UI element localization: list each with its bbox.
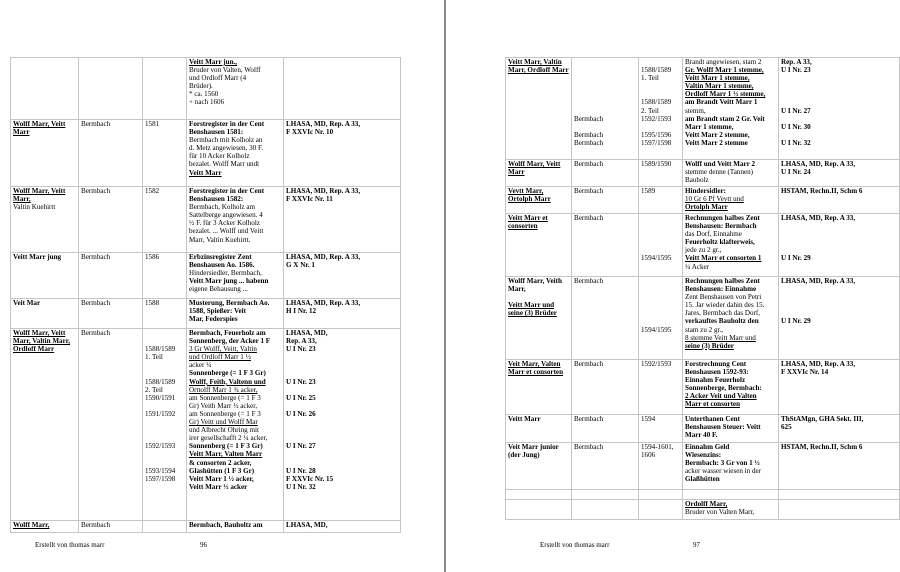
place-cell: Bermbach (79, 253, 143, 299)
table-row (11, 58, 401, 120)
footer-author: Erstellt von thomas marr (35, 541, 105, 549)
source-cell: LHASA, MD, Rep. A 33, G X Nr. 1 (284, 253, 401, 299)
right-table (505, 57, 900, 520)
year-cell: 1582 (143, 187, 187, 253)
source-cell: LHASA, MD, Rep. A 33, U I Nr. 24 (779, 160, 900, 187)
place-cell: Bermbach (79, 521, 143, 533)
entry-text: Rechnungen halbes Zent Benshausen: Bermbach das Dorf, Einnahme Feuerholtz klafterweis, jede zu 2 gr., Veitt Marr et consorten 1 ¼ Acker (683, 214, 779, 277)
page-number: 96 (200, 541, 207, 549)
entry-text: Musterung, Bermbach Ao. 1588, Spießer: Veit Mar, Federspies (187, 299, 284, 329)
persons-cell: Wolff Marr, (11, 521, 79, 533)
source-cell: HSTAM, Rechn.II, Schm 6 (779, 187, 900, 214)
year-cell: 1588 (143, 299, 187, 329)
year-cell: 1589 (639, 187, 683, 214)
persons-cell: Veitt Marr jung (11, 253, 79, 299)
entry-text: Forstregister in der Cent Benshausen 1582: Bermbach, Kolholz am Sattelberge angewiesen. 4 ½ F. für 3 Acker Kolholz bezalet. ... Wolff und Veitt Marr, Valtin Kuehirtt. (187, 187, 284, 253)
entry-text: Erbzinsregister Zent Benshausen Ao. 1586. Hindersiedler, Bermbach, Veitt Marr jung ... habenn eigene Behausung ... (187, 253, 284, 299)
left-table (10, 57, 401, 533)
source-cell: ThStAMgn, GHA Sekt. III, 625 (779, 415, 900, 443)
source-cell: LHASA, MD, Rep. A 33, F XXVIc Nr. 14 (779, 360, 900, 415)
persons-cell: Veit Marr, Valten Marr et consorten (506, 360, 572, 415)
persons-cell: Veit Mar (11, 299, 79, 329)
year-cell: 1589/1590 (639, 160, 683, 187)
place-cell: Bermbach (79, 299, 143, 329)
table-row (11, 299, 401, 329)
persons-cell: Wolff Marr, Veitt Marr, Valtin Kuehirtt (11, 187, 79, 253)
source-cell: LHASA, MD, Rep. A 33, F XXVIc Nr. 11 (284, 187, 401, 253)
table-row (506, 443, 900, 490)
year-cell: 1594 (639, 415, 683, 443)
page-divider (444, 0, 446, 572)
table-row (506, 277, 900, 360)
persons-cell: Veit Marr junior (der Jung) (506, 443, 572, 490)
persons-cell: Wolff Marr, Veitt Marr (11, 120, 79, 187)
place-cell: Bermbach (572, 360, 639, 415)
place-cell: Bermbach (572, 214, 639, 277)
source-cell: LHASA, MD, Rep. A 33, U I Nr. 23 U I Nr. 23 U I Nr. 25 U I Nr. 26 U I Nr. 27 U I Nr. 28 F XXVIc Nr. 15 U I Nr. 32 (284, 329, 401, 521)
source-cell: LHASA, MD, Rep. A 33, U I Nr. 29 (779, 277, 900, 360)
year-cell: 1592/1593 (639, 360, 683, 415)
entry-text: Ordolff Marr, Bruder von Valten Marr, (683, 500, 779, 520)
table-row (506, 415, 900, 443)
source-cell: LHASA, MD, Rep. A 33, U I Nr. 29 (779, 214, 900, 277)
source-cell: LHASA, MD, (284, 521, 401, 533)
place-cell: Bermbach (79, 187, 143, 253)
entry-text: Wolff und Veitt Marr 2 stemme denne (Tannen) Bauholz (683, 160, 779, 187)
entry-text: Unterthanen Cent Benshausen Steuer: Veitt Marr 40 F. (683, 415, 779, 443)
page-97 (448, 0, 900, 572)
place-cell: Bermbach Bermbach Bermbach (572, 58, 639, 160)
entry-text: Hindersidler: 10 Gr 6 Pf Veytt und Ortolph Marr (683, 187, 779, 214)
year-cell: 1588/1589 1. Teil 1588/1589 2. Teil 1590/1591 1591/1592 1592/1593 1593/1594 1597/1598 (143, 329, 187, 521)
year-cell: 1594-1601, 1606 (639, 443, 683, 490)
table-row (506, 214, 900, 277)
table-row (506, 490, 900, 500)
place-cell: Bermbach (79, 329, 143, 521)
persons-cell: Vevtt Marr, Ortolph Marr (506, 187, 572, 214)
entry-text: Einnahm Geld Wiesenzins: Bermbach: 3 Gr von 1 ½ acker wasser wiesen in der Glaßhütten (683, 443, 779, 490)
entry-text: Bermbach, Bauholtz am (187, 521, 284, 533)
entry-text: Veitt Marr jun., Bruder von Valten, Wolff und Ordloff Marr (4 Brüder). * ca. 1560 + nach 1606 (187, 58, 284, 120)
year-cell: 1594/1595 (639, 214, 683, 277)
entry-text: Brandt angewiesen, stam 2 Gr. Wolff Marr 1 stemme, Veitt Marr 1 stemme, Valtin Marr 1 stemme, Ordloff Marr 1 ½ stemme, am Brandt Veitt Marr 1 stemm, am Brandt stam 2 Gr. Veit Marr 1 stemme, Veitt Marr 2 stemme, Veitt Marr 2 stemme (683, 58, 779, 160)
place-cell: Bermbach (572, 160, 639, 187)
table-row (11, 253, 401, 299)
entry-text: Rechnungen halbes Zent Benshausen: Einnahme Zent Benshausen von Petri 15. Jar wieder dahin des 15. Jares, Bermbach das Dorf, verkauftes Bauholtz den stam zu 2 gr., 8 stemme Veitt Marr und seine (3) Brüder (683, 277, 779, 360)
place-cell: Bermbach (572, 187, 639, 214)
source-cell: LHASA, MD, Rep. A 33, F XXVIc Nr. 10 (284, 120, 401, 187)
footer-author: Erstellt von thomas marr (540, 541, 610, 549)
persons-cell: Veitt Marr et consorten (506, 214, 572, 277)
year-cell: 1594/1595 (639, 277, 683, 360)
source-cell: LHASA, MD, Rep. A 33, H I Nr. 12 (284, 299, 401, 329)
page-96 (0, 0, 444, 572)
place-cell: Bermbach (572, 415, 639, 443)
source-cell: HSTAM, Rechn.II, Schm 6 (779, 443, 900, 490)
entry-text: Forstrechnung Cent Benshausen 1592-93: Einnahm Feuerholz Sonnenberge, Bermbach: 2 Acker Veit und Valten Marr et consorten (683, 360, 779, 415)
table-row (11, 187, 401, 253)
persons-cell: Wolff Marr, Veith Marr, Veitt Marr und seine (3) Brüder (506, 277, 572, 360)
persons-cell: Veitt Marr, Valtin Marr, Ordloff Marr (506, 58, 572, 160)
table-row (506, 187, 900, 214)
table-row (11, 120, 401, 187)
table-row (506, 160, 900, 187)
persons-cell: Wolff Marr, Veitt Marr, Valtin Marr, Ordloff Marr (11, 329, 79, 521)
place-cell: Bermbach (572, 443, 639, 490)
entry-text: Bermbach, Feuerholz am Sonnenberg, der Acker 1 F 3 Gr Wolff, Veitt, Valtin und Ordloff Marr 1 ½ acker ¼ Sonnenberge (= 1 F 3 Gr) Wolff, Feith, Valtenn und Orttolff Marr 1 ¾ acker, am Sonnenberge (= 1 F 3 Gr) Veith Marr ½ acker, am Sonnenberge (= 1 F 3 Gr) Veitt und Wolff Mar und Albrecht Ohring mit irer gesellschafft 2 ¼ acker, Sonnenberg (= 1 F 3 Gr) Veitt Marr, Valten Marr & consorten 2 acker, Glashütten (1 F 3 Gr) Veitt Marr 1 ½ acker, Veitt Marr ½ acker (187, 329, 284, 521)
source-cell: Rep. A 33, U I Nr. 23 U I Nr. 27 U I Nr. 30 U I Nr. 32 (779, 58, 900, 160)
persons-cell: Wolff Marr, Veitt Marr (506, 160, 572, 187)
year-cell: 1586 (143, 253, 187, 299)
year-cell: 1588/1589 1. Teil 1588/1589 2. Teil 1592/1593 1595/1596 1597/1598 (639, 58, 683, 160)
persons-cell: Veitt Marr (506, 415, 572, 443)
page-number: 97 (693, 541, 700, 549)
table-row (506, 360, 900, 415)
table-row (506, 500, 900, 520)
year-cell: 1581 (143, 120, 187, 187)
place-cell: Bermbach (79, 120, 143, 187)
entry-text: Forstregister in der Cent Benshausen 1581: Bermbach mit Kolholz an d. Metz angewiesen, 30 F. für 10 Acker Kolholz bezalet. Wolff Marr undt Veitt Marr (187, 120, 284, 187)
table-row (11, 521, 401, 533)
table-row (506, 58, 900, 160)
table-row (11, 329, 401, 521)
place-cell: Bermbach (572, 277, 639, 360)
